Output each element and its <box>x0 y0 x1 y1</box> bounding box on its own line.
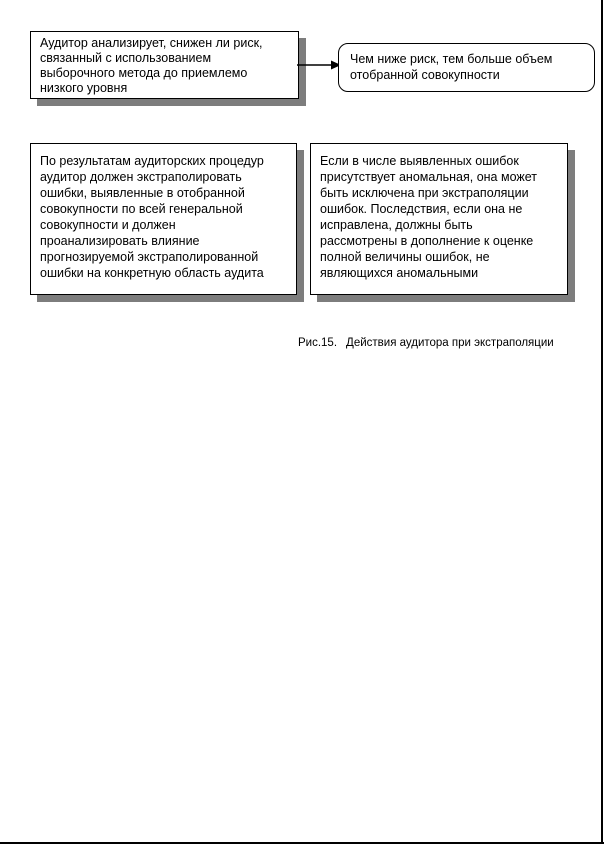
connector-arrow-icon <box>297 58 341 72</box>
flowchart-box-risk-analysis: Аудитор анализирует, снижен ли риск, связанный с использованием выборочного метода до приемлемо низкого уровня <box>30 31 299 99</box>
figure-caption-number: Рис.15. <box>298 337 338 349</box>
flowchart-box-anomalous-errors: Если в числе выявленных ошибок присутствует аномальная, она может быть исключена при экстраполяции ошибок. Последствия, если она не исправлена, должны быть рассмотрены в дополнение к оценке полной величины ошибок, не являющихся аномальными <box>310 143 568 295</box>
flowchart-box-risk-sample-size: Чем ниже риск, тем больше объем отобранной совокупности <box>338 43 595 92</box>
figure-caption <box>298 336 554 350</box>
page-border-bottom <box>0 842 604 844</box>
page-border-right <box>601 0 603 844</box>
flowchart-box-extrapolation: По результатам аудиторских процедур аудитор должен экстраполировать ошибки, выявленные в отобранной совокупности по всей генеральной совокупности и должен проанализировать влияние прогнозируемой экстраполированной ошибки на конкретную область аудита <box>30 143 297 295</box>
figure-caption-title: Действия аудитора при экстраполяции <box>346 337 554 349</box>
